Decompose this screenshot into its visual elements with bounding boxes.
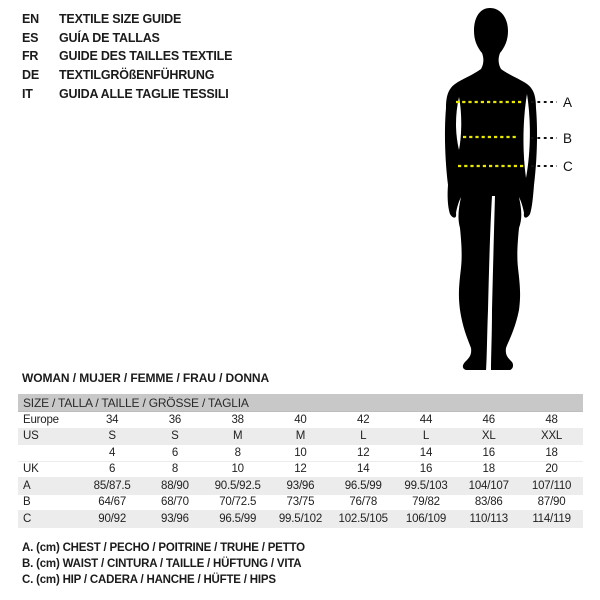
size-cell: 12 bbox=[294, 463, 307, 476]
size-cell: 104/107 bbox=[468, 479, 509, 492]
size-cell: 48 bbox=[545, 413, 558, 426]
legend-line: C. (cm) HIP / CADERA / HANCHE / HÜFTE / HIPS bbox=[22, 573, 276, 586]
size-cell: 8 bbox=[171, 463, 179, 476]
size-cell: 12 bbox=[357, 446, 370, 459]
size-row-label: C bbox=[23, 512, 32, 525]
language-row bbox=[22, 10, 232, 29]
language-row bbox=[22, 66, 232, 85]
language-row bbox=[22, 47, 232, 66]
size-cell: 4 bbox=[109, 446, 116, 459]
size-cell: 34 bbox=[105, 413, 119, 426]
size-cell: 46 bbox=[482, 413, 495, 426]
language-code: DE bbox=[22, 68, 39, 83]
label-chest-a: A bbox=[563, 95, 573, 110]
size-cell: 6 bbox=[109, 463, 116, 476]
language-row bbox=[22, 29, 232, 48]
size-table-header: SIZE / TALLA / TAILLE / GRÖSSE / TAGLIA bbox=[18, 394, 583, 412]
size-cell: L bbox=[360, 430, 367, 443]
size-cell: 18 bbox=[482, 463, 495, 476]
size-cell: S bbox=[108, 430, 116, 443]
size-cell: 20 bbox=[545, 463, 558, 476]
language-code: ES bbox=[22, 30, 39, 45]
size-cell: 14 bbox=[419, 446, 433, 459]
size-cell: 68/70 bbox=[161, 496, 189, 509]
measurement-legend bbox=[22, 541, 305, 588]
size-cell: 6 bbox=[171, 446, 179, 459]
size-cell: 90/92 bbox=[98, 512, 127, 525]
size-cell: 64/67 bbox=[98, 496, 127, 509]
size-cell: 107/110 bbox=[531, 479, 572, 492]
language-label: GUÍA DE TALLAS bbox=[59, 30, 160, 45]
section-title: WOMAN / MUJER / FEMME / FRAU / DONNA bbox=[22, 371, 270, 385]
size-cell: 70/72.5 bbox=[219, 496, 257, 509]
size-cell: 38 bbox=[231, 413, 244, 426]
size-cell: 99.5/103 bbox=[404, 479, 448, 492]
size-cell: 40 bbox=[294, 413, 307, 426]
size-cell: 85/87.5 bbox=[93, 479, 131, 492]
size-cell: 106/109 bbox=[405, 512, 447, 525]
size-table-body bbox=[18, 412, 583, 528]
size-cell: 73/75 bbox=[286, 496, 315, 509]
size-table-row bbox=[18, 461, 583, 478]
size-cell: 10 bbox=[231, 463, 244, 476]
size-table-row bbox=[18, 412, 583, 429]
size-cell: 93/96 bbox=[161, 512, 189, 525]
label-waist-b: B bbox=[563, 131, 573, 146]
language-list bbox=[22, 10, 232, 103]
legend-line: A. (cm) CHEST / PECHO / POITRINE / TRUHE / PETTO bbox=[22, 542, 305, 554]
size-cell: M bbox=[295, 430, 306, 443]
size-row-label: B bbox=[23, 496, 31, 509]
size-cell: 44 bbox=[419, 413, 433, 426]
language-row bbox=[22, 84, 232, 103]
legend-line: B. (cm) WAIST / CINTURA / TAILLE / HÜFTUNG / VITA bbox=[22, 557, 302, 570]
size-cell: 102.5/105 bbox=[338, 512, 388, 525]
size-table-row bbox=[18, 428, 583, 445]
size-cell: 93/96 bbox=[286, 479, 315, 492]
language-code: IT bbox=[22, 86, 33, 101]
language-label: GUIDA ALLE TAGLIE TESSILI bbox=[59, 86, 229, 101]
size-table-row bbox=[18, 494, 583, 511]
size-table-row bbox=[18, 445, 583, 462]
size-row-label: Europe bbox=[23, 413, 59, 426]
size-cell: 90.5/92.5 bbox=[214, 479, 261, 492]
size-cell: 16 bbox=[482, 446, 495, 459]
size-cell: 76/78 bbox=[349, 496, 378, 509]
size-cell: 16 bbox=[419, 463, 433, 476]
size-cell: 110/113 bbox=[469, 512, 508, 525]
language-label: TEXTILE SIZE GUIDE bbox=[59, 12, 182, 27]
size-cell: 96.5/99 bbox=[344, 479, 382, 492]
size-row-label bbox=[18, 445, 81, 462]
size-cell: 8 bbox=[234, 446, 241, 459]
size-cell: 99.5/102 bbox=[278, 512, 323, 525]
size-cell: 10 bbox=[294, 446, 307, 459]
size-cell: 14 bbox=[357, 463, 370, 476]
woman-silhouette-svg bbox=[410, 0, 600, 380]
size-cell: XXL bbox=[540, 430, 563, 443]
language-label: GUIDE DES TAILLES TEXTILE bbox=[59, 49, 233, 64]
size-cell: L bbox=[422, 430, 430, 443]
size-table bbox=[18, 394, 583, 528]
size-cell: 87/90 bbox=[537, 496, 566, 509]
size-cell: 42 bbox=[357, 413, 370, 426]
size-cell: 96.5/99 bbox=[219, 512, 257, 525]
size-table-header-row bbox=[18, 394, 583, 412]
size-table-row bbox=[18, 478, 583, 495]
language-code: FR bbox=[22, 49, 39, 64]
size-cell: 83/86 bbox=[474, 496, 503, 509]
size-cell: M bbox=[232, 430, 243, 443]
size-table-row bbox=[18, 511, 583, 528]
size-cell: XL bbox=[481, 430, 496, 443]
size-row-label: A bbox=[23, 479, 31, 492]
size-cell: 88/90 bbox=[161, 479, 189, 492]
size-cell: 114/119 bbox=[532, 512, 571, 525]
size-cell: 18 bbox=[545, 446, 558, 459]
size-row-label: UK bbox=[23, 463, 39, 476]
language-code: EN bbox=[22, 12, 39, 27]
size-cell: 79/82 bbox=[412, 496, 440, 509]
size-cell: 36 bbox=[168, 413, 182, 426]
woman-silhouette-figure bbox=[410, 0, 600, 380]
label-hip-c: C bbox=[563, 159, 573, 174]
size-cell: S bbox=[171, 430, 179, 443]
language-label: TEXTILGRÖßENFÜHRUNG bbox=[59, 68, 215, 83]
size-row-label: US bbox=[23, 430, 39, 443]
